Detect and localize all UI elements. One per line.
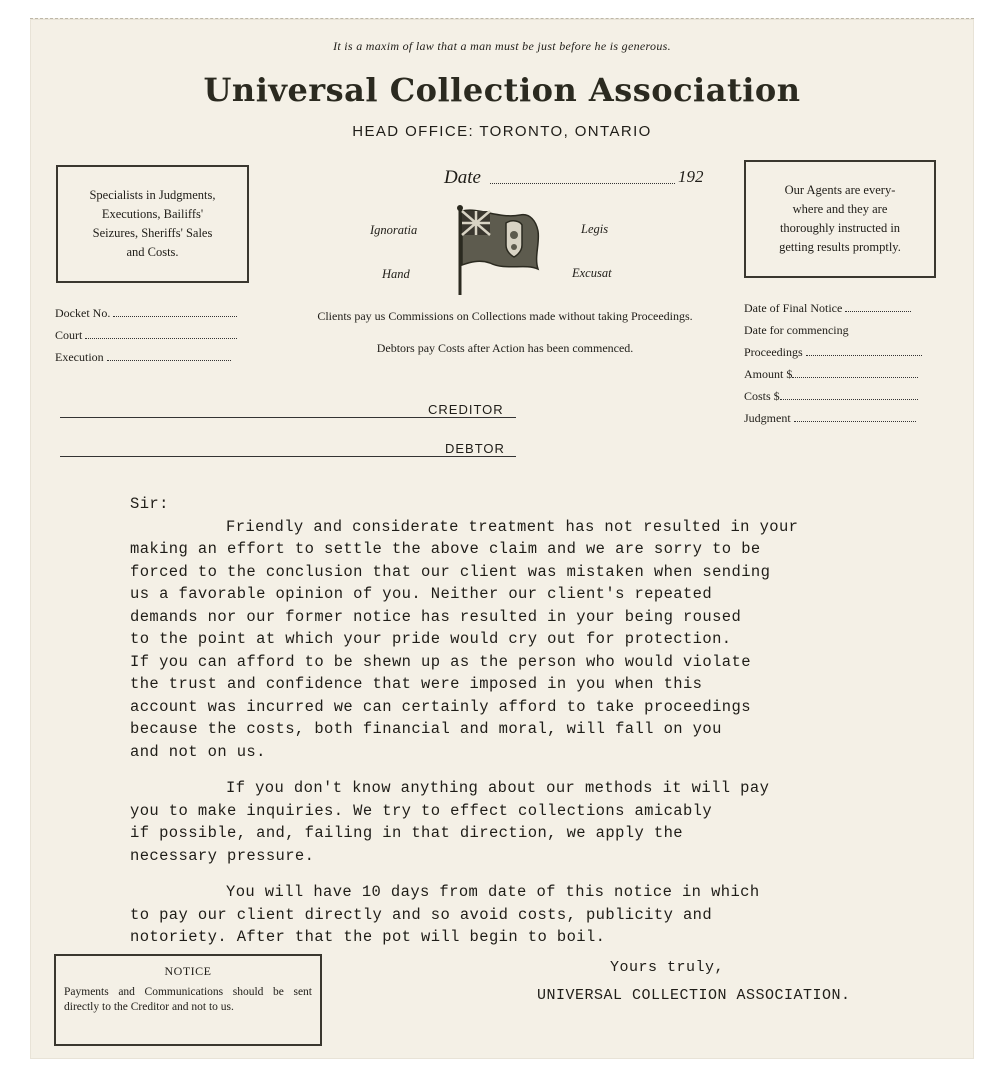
letter-line: us a favorable opinion of you. Neither our client's repeated (130, 585, 713, 603)
letter-line: Friendly and considerate treatment has not resulted in your (226, 517, 799, 536)
proceedings-field (744, 345, 922, 360)
date-field-line (490, 183, 675, 184)
notice-box (54, 954, 322, 1046)
commencing-label: Date for commencing (744, 323, 849, 337)
salutation: Sir: (130, 495, 169, 513)
costs-label: Costs $ (744, 389, 780, 403)
letter-line: If you can afford to be shewn up as the person who would violate (130, 652, 751, 671)
company-title: Universal Collection Association (203, 71, 801, 109)
closing: Yours truly, (610, 959, 725, 976)
judgment-label: Judgment (744, 411, 791, 425)
letter-line: You will have 10 days from date of this notice in which (226, 883, 760, 901)
letter-line: if possible, and, failing in that direction, we apply the (130, 824, 683, 842)
proceedings-label: Proceedings (744, 345, 803, 359)
maxim: It is a maxim of law that a man must be just before he is generous. (333, 39, 671, 53)
agents-line: thoroughly instructed in (779, 221, 901, 235)
notice-body: Payments and Communications should be sent directly to the Creditor and not to us. (64, 985, 312, 1013)
motto-word: Excusat (572, 266, 612, 280)
creditor-line (60, 417, 516, 418)
notice-title: NOTICE (164, 964, 212, 978)
court-field (55, 328, 237, 343)
letter-line: to the point at which your pride would cry out for protection. (130, 630, 732, 648)
creditor-label: CREDITOR (428, 402, 504, 417)
letter-line: because the costs, both financial and moral, will fall on you (130, 720, 722, 738)
debtor-line (60, 456, 516, 457)
agents-box (744, 160, 936, 278)
specialists-line: Executions, Bailiffs' (101, 207, 204, 221)
execution-label: Execution (55, 350, 104, 364)
amount-field (744, 367, 918, 382)
court-label: Court (55, 328, 83, 342)
letter-line: account was incurred we can certainly afford to take proceedings (130, 697, 751, 716)
amount-label: Amount $ (744, 367, 793, 381)
costs-field (744, 389, 918, 404)
agents-line: getting results promptly. (779, 240, 901, 254)
final-notice-field (744, 301, 911, 316)
motto-word: Legis (581, 222, 609, 236)
date-year: 192 (678, 167, 704, 186)
letter-line: forced to the conclusion that our client was mistaken when sending (130, 562, 771, 581)
letter-line: necessary pressure. (130, 846, 315, 865)
docket-field (55, 306, 237, 321)
costs-text: Debtors pay Costs after Action has been commenced. (376, 341, 634, 355)
letterhead-page (30, 18, 974, 1059)
red-ensign-flag-icon (450, 201, 546, 297)
specialists-line: and Costs. (126, 245, 179, 259)
date-label: Date (444, 167, 481, 188)
docket-label: Docket No. (55, 306, 111, 320)
letter-line: to pay our client directly and so avoid costs, publicity and (130, 905, 713, 924)
head-office: HEAD OFFICE: TORONTO, ONTARIO (352, 123, 652, 140)
letter-line: making an effort to settle the above claim and we are sorry to be (130, 540, 761, 558)
motto-word: Ignoratia (370, 223, 418, 237)
letter-line: the trust and confidence that were imposed in you when this (130, 675, 703, 693)
specialists-box (56, 165, 249, 283)
judgment-field (744, 411, 916, 426)
letter-line: notoriety. After that the pot will begin to boil. (130, 928, 606, 946)
commissions-text: Clients pay us Commissions on Collections made without taking Proceedings. (317, 309, 693, 323)
letter-line: and not on us. (130, 742, 266, 761)
signature: UNIVERSAL COLLECTION ASSOCIATION. (537, 987, 851, 1004)
debtor-label: DEBTOR (445, 441, 505, 456)
final-notice-label: Date of Final Notice (744, 301, 843, 315)
letter-line: demands nor our former notice has resulted in your being roused (130, 607, 742, 626)
specialists-line: Specialists in Judgments, (89, 188, 216, 202)
letter-body (130, 493, 930, 949)
specialists-line: Seizures, Sheriffs' Sales (92, 226, 213, 240)
execution-field (55, 350, 231, 365)
motto-word: Hand (382, 267, 410, 281)
letter-line: If you don't know anything about our methods it will pay (226, 779, 770, 797)
commencing-field (744, 323, 849, 338)
agents-line: where and they are (792, 202, 888, 216)
letter-line: you to make inquiries. We try to effect collections amicably (130, 801, 713, 820)
agents-line: Our Agents are every- (784, 183, 896, 197)
